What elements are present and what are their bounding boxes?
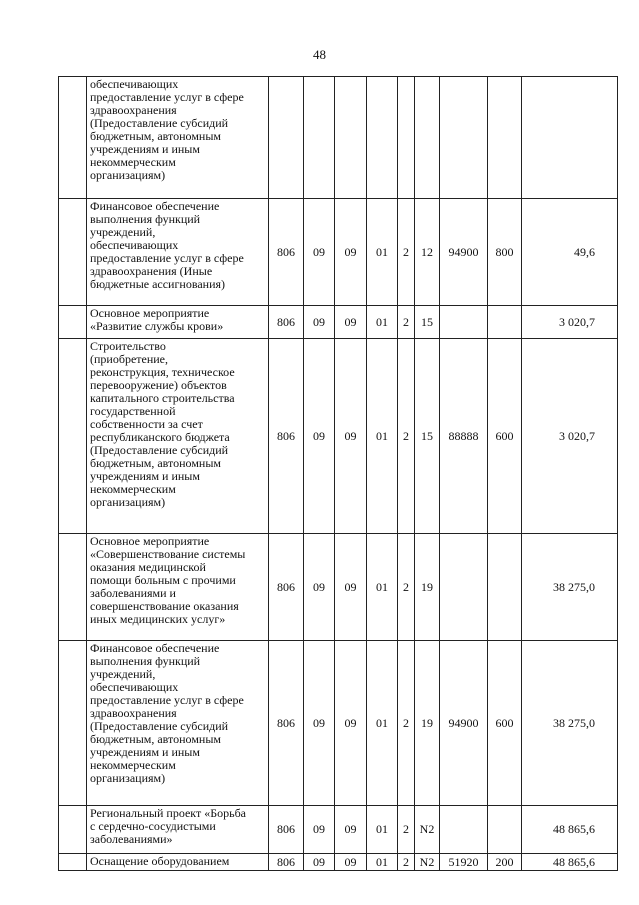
amount: 48 865,6 bbox=[522, 854, 618, 871]
budget-table bbox=[58, 76, 618, 871]
subsection-code: 09 bbox=[335, 199, 367, 306]
expense-type-code: 200 bbox=[488, 854, 522, 871]
blank-cell bbox=[59, 306, 87, 339]
amount bbox=[522, 77, 618, 199]
item-name: Финансовое обеспечение выполнения функций учреждений, обеспечивающих предоставление услуг в сфере здравоохранения (Иные бюджетные ассигнования) bbox=[87, 199, 269, 306]
direction-code bbox=[440, 534, 488, 641]
item-name: Основное мероприятие «Развитие службы крови» bbox=[87, 306, 269, 339]
section-code: 09 bbox=[304, 641, 335, 806]
program-code: 01 bbox=[367, 534, 398, 641]
expense-type-code: 600 bbox=[488, 641, 522, 806]
direction-code: 94900 bbox=[440, 199, 488, 306]
activity-code: 15 bbox=[415, 339, 440, 534]
subsection-code: 09 bbox=[335, 534, 367, 641]
blank-cell bbox=[59, 806, 87, 854]
table-row bbox=[59, 534, 618, 641]
subprogram-code bbox=[398, 77, 415, 199]
subprogram-code: 2 bbox=[398, 806, 415, 854]
ministry-code: 806 bbox=[269, 339, 304, 534]
item-name: Строительство (приобретение, реконструкция, техническое перевооружение) объектов капитального строительства государственной собственности за счет республиканского бюджета (Предоставление субсидий бюджетным, автономным учреждениям и иным некоммерческим организациям) bbox=[87, 339, 269, 534]
program-code: 01 bbox=[367, 339, 398, 534]
ministry-code: 806 bbox=[269, 199, 304, 306]
table-row bbox=[59, 806, 618, 854]
table-row bbox=[59, 199, 618, 306]
ministry-code: 806 bbox=[269, 806, 304, 854]
expense-type-code: 800 bbox=[488, 199, 522, 306]
table-row bbox=[59, 641, 618, 806]
item-name: обеспечивающих предоставление услуг в сфере здравоохранения (Предоставление субсидий бюджетным, автономным учреждениям и иным некоммерческим организациям) bbox=[87, 77, 269, 199]
direction-code: 94900 bbox=[440, 641, 488, 806]
amount: 38 275,0 bbox=[522, 534, 618, 641]
section-code: 09 bbox=[304, 534, 335, 641]
table-row bbox=[59, 854, 618, 871]
program-code: 01 bbox=[367, 854, 398, 871]
section-code: 09 bbox=[304, 806, 335, 854]
section-code bbox=[304, 77, 335, 199]
expense-type-code bbox=[488, 534, 522, 641]
activity-code: N2 bbox=[415, 854, 440, 871]
blank-cell bbox=[59, 854, 87, 871]
amount: 48 865,6 bbox=[522, 806, 618, 854]
section-code: 09 bbox=[304, 199, 335, 306]
activity-code: 19 bbox=[415, 534, 440, 641]
activity-code bbox=[415, 77, 440, 199]
table-row bbox=[59, 77, 618, 199]
program-code: 01 bbox=[367, 806, 398, 854]
section-code: 09 bbox=[304, 306, 335, 339]
ministry-code: 806 bbox=[269, 641, 304, 806]
blank-cell bbox=[59, 199, 87, 306]
subprogram-code: 2 bbox=[398, 534, 415, 641]
program-code bbox=[367, 77, 398, 199]
amount: 3 020,7 bbox=[522, 306, 618, 339]
ministry-code: 806 bbox=[269, 854, 304, 871]
item-name: Основное мероприятие «Совершенствование системы оказания медицинской помощи больным с прочими заболеваниями и совершенствование оказания иных медицинских услуг» bbox=[87, 534, 269, 641]
expense-type-code bbox=[488, 806, 522, 854]
table-row bbox=[59, 339, 618, 534]
subprogram-code: 2 bbox=[398, 306, 415, 339]
item-name: Региональный проект «Борьба с сердечно-сосудистыми заболеваниями» bbox=[87, 806, 269, 854]
blank-cell bbox=[59, 534, 87, 641]
amount: 38 275,0 bbox=[522, 641, 618, 806]
direction-code: 51920 bbox=[440, 854, 488, 871]
page-number: 48 bbox=[313, 47, 326, 62]
program-code: 01 bbox=[367, 199, 398, 306]
expense-type-code: 600 bbox=[488, 339, 522, 534]
ministry-code: 806 bbox=[269, 534, 304, 641]
item-name: Финансовое обеспечение выполнения функций учреждений, обеспечивающих предоставление услуг в сфере здравоохранения (Предоставление субсидий бюджетным, автономным учреждениям и иным некоммерческим организациям) bbox=[87, 641, 269, 806]
subsection-code: 09 bbox=[335, 339, 367, 534]
direction-code bbox=[440, 306, 488, 339]
expense-type-code bbox=[488, 77, 522, 199]
direction-code bbox=[440, 806, 488, 854]
program-code: 01 bbox=[367, 641, 398, 806]
direction-code bbox=[440, 77, 488, 199]
subsection-code bbox=[335, 77, 367, 199]
direction-code: 88888 bbox=[440, 339, 488, 534]
ministry-code: 806 bbox=[269, 306, 304, 339]
subprogram-code: 2 bbox=[398, 641, 415, 806]
activity-code: 19 bbox=[415, 641, 440, 806]
amount: 3 020,7 bbox=[522, 339, 618, 534]
ministry-code bbox=[269, 77, 304, 199]
activity-code: 12 bbox=[415, 199, 440, 306]
section-code: 09 bbox=[304, 854, 335, 871]
activity-code: 15 bbox=[415, 306, 440, 339]
amount: 49,6 bbox=[522, 199, 618, 306]
blank-cell bbox=[59, 641, 87, 806]
expense-type-code bbox=[488, 306, 522, 339]
table-row bbox=[59, 306, 618, 339]
subsection-code: 09 bbox=[335, 641, 367, 806]
subsection-code: 09 bbox=[335, 854, 367, 871]
activity-code: N2 bbox=[415, 806, 440, 854]
program-code: 01 bbox=[367, 306, 398, 339]
subsection-code: 09 bbox=[335, 306, 367, 339]
subsection-code: 09 bbox=[335, 806, 367, 854]
blank-cell bbox=[59, 77, 87, 199]
subprogram-code: 2 bbox=[398, 199, 415, 306]
item-name: Оснащение оборудованием bbox=[87, 854, 269, 871]
subprogram-code: 2 bbox=[398, 854, 415, 871]
blank-cell bbox=[59, 339, 87, 534]
section-code: 09 bbox=[304, 339, 335, 534]
subprogram-code: 2 bbox=[398, 339, 415, 534]
